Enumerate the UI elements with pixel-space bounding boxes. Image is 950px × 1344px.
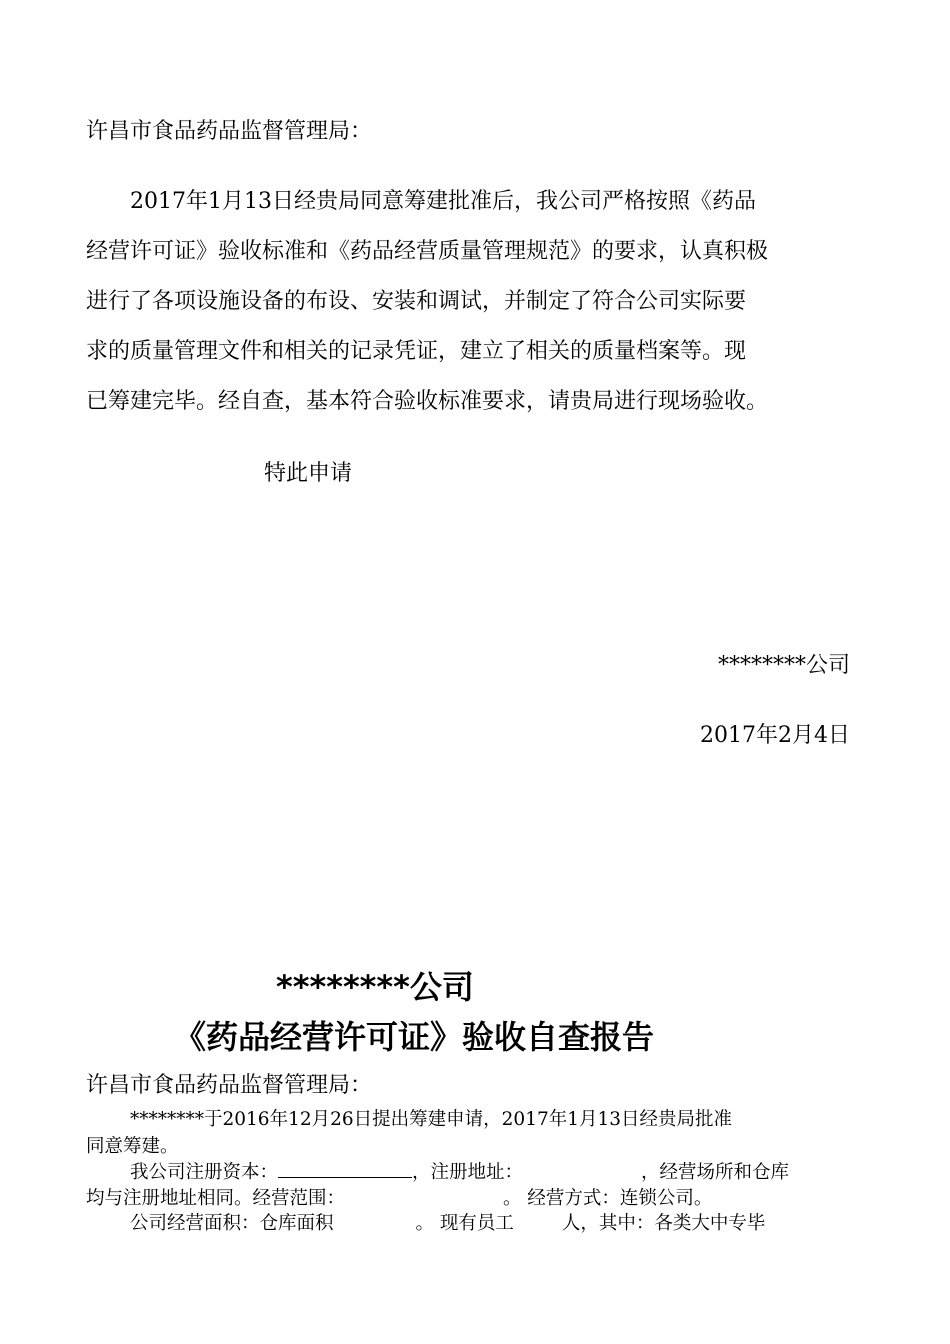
letter-body-line: 求的质量管理文件和相关的记录凭证，建立了相关的质量档案等。现 xyxy=(86,339,747,364)
letter-closing: 特此申请 xyxy=(264,461,353,486)
report-paragraph-line: 同意筹建。 xyxy=(86,1136,179,1157)
premises-text: ，经营场所和仓库 xyxy=(641,1162,790,1183)
staff-breakdown-text: 人，其中：各类大中专毕 xyxy=(561,1213,766,1234)
report-company-heading: ********公司 xyxy=(276,968,474,1006)
report-paragraph-line xyxy=(130,1158,789,1184)
staff-count-label: 。 现有员工 xyxy=(415,1213,514,1234)
report-paragraph-line xyxy=(130,1209,765,1235)
business-scope-label: 均与注册地址相同。经营范围： xyxy=(86,1188,346,1209)
letter-body-line: 2017年1月13日经贵局同意筹建批准后，我公司严格按照《药品 xyxy=(86,189,756,214)
registered-capital-blank xyxy=(278,1159,412,1178)
warehouse-area-label: 公司经营面积：仓库面积 xyxy=(130,1213,334,1234)
letter-signature-company: ********公司 xyxy=(717,653,850,678)
letter-body-line: 进行了各项设施设备的布设、安装和调试，并制定了符合公司实际要 xyxy=(86,289,747,314)
registered-capital-label: 我公司注册资本： xyxy=(130,1162,279,1183)
report-salutation: 许昌市食品药品监督管理局： xyxy=(86,1073,373,1098)
letter-body-line: 经营许可证》验收标准和《药品经营质量管理规范》的要求，认真积极 xyxy=(86,239,769,264)
business-mode-text: 。 经营方式：连锁公司。 xyxy=(503,1188,713,1209)
report-title: 《药品经营许可证》验收自查报告 xyxy=(174,1018,655,1056)
letter-signature-date: 2017年2月4日 xyxy=(700,723,850,748)
letter-salutation: 许昌市食品药品监督管理局： xyxy=(86,119,373,144)
report-paragraph-line: ********于2016年12月26日提出筹建申请，2017年1月13日经贵局批准 xyxy=(130,1109,733,1130)
report-paragraph-line xyxy=(86,1184,712,1210)
letter-body-line: 已筹建完毕。经自查，基本符合验收标准要求，请贵局进行现场验收。 xyxy=(86,389,769,414)
registered-address-label: ，注册地址： xyxy=(412,1162,524,1183)
